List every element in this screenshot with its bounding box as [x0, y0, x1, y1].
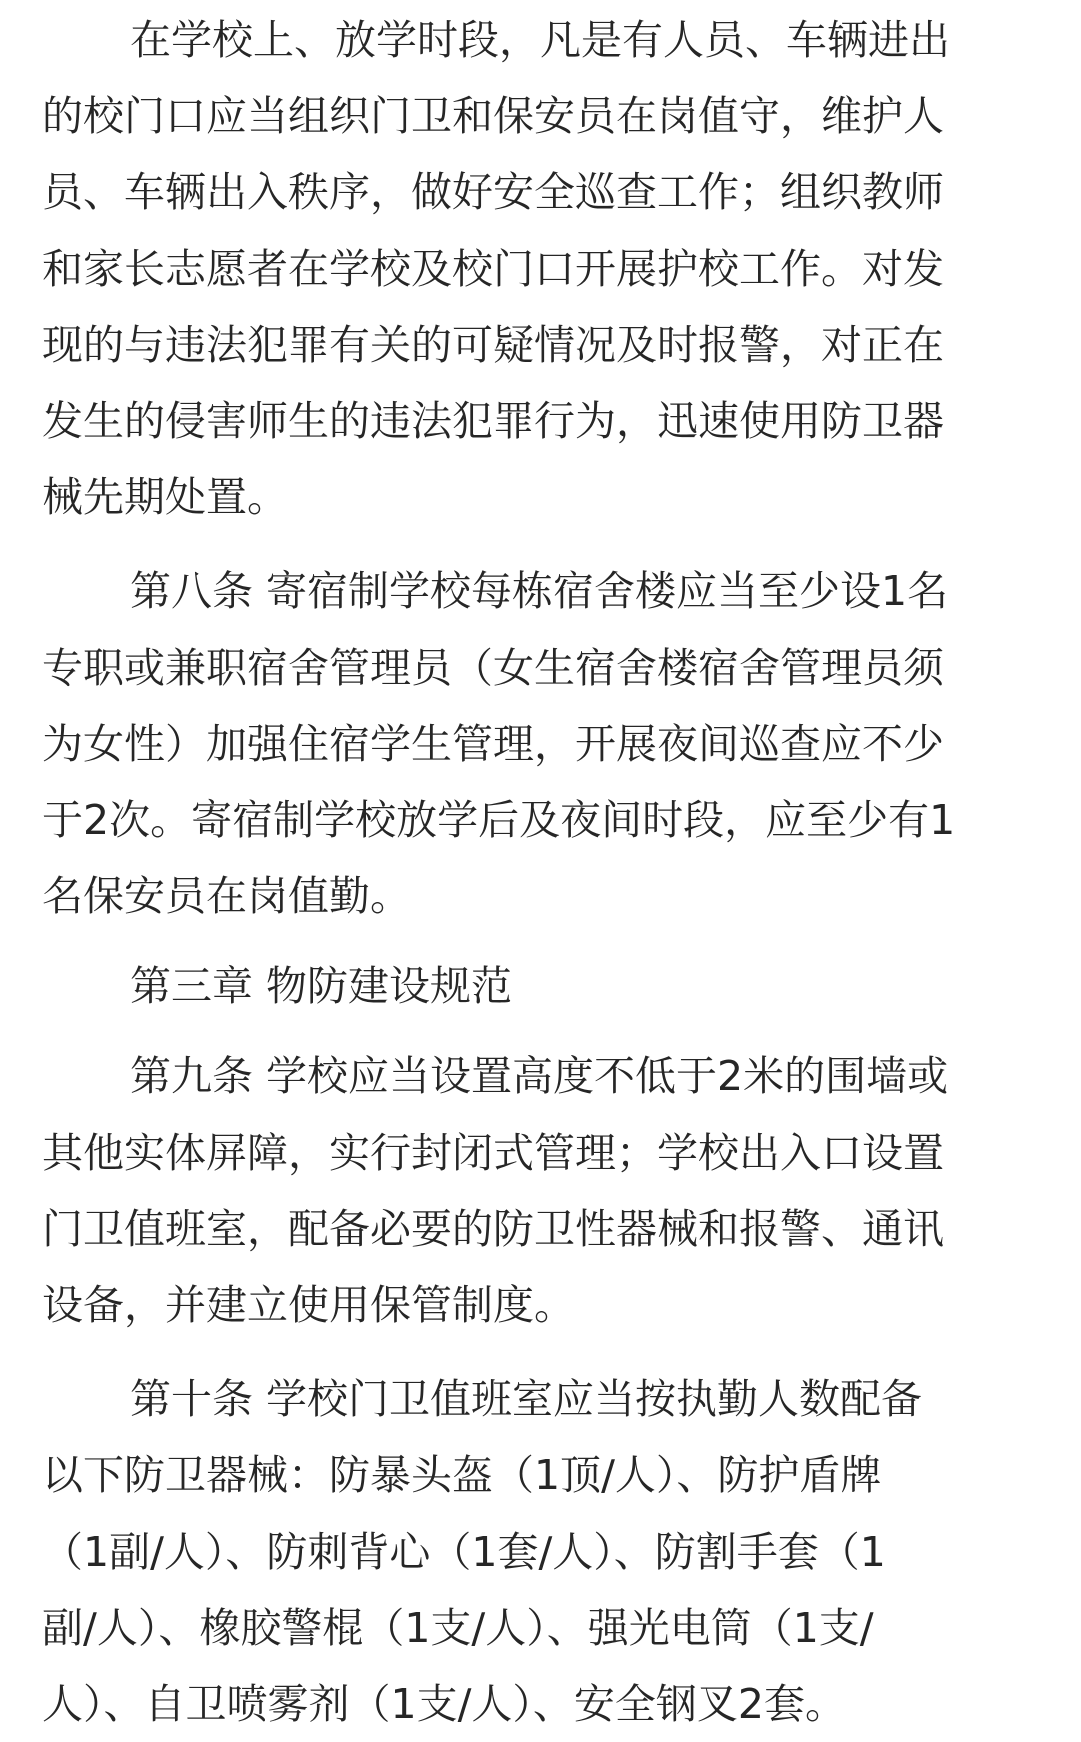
text-line: 员、车辆出入秩序，做好安全巡查工作；组织教师 — [42, 168, 944, 217]
paragraph-article-9 — [42, 1038, 1032, 1343]
text-line: 以下防卫器械：防暴头盔（1顶/人）、防护盾牌 — [42, 1451, 882, 1500]
text-line: 人）、自卫喷雾剂（1支/人）、安全钢叉2套。 — [42, 1679, 846, 1728]
text-line: 为女性）加强住宿学生管理，开展夜间巡查应不少 — [42, 719, 944, 768]
text-line: 第九条 学校应当设置高度不低于2米的围墙或 — [130, 1052, 949, 1101]
text-line: 发生的侵害师生的违法犯罪行为，迅速使用防卫器 — [42, 396, 944, 445]
text-line: 第八条 寄宿制学校每栋宿舍楼应当至少设1名 — [130, 567, 949, 616]
paragraph-article-8 — [42, 553, 1032, 934]
text-line: 副/人）、橡胶警棍（1支/人）、强光电筒（1支/ — [42, 1603, 874, 1652]
text-line: 门卫值班室，配备必要的防卫性器械和报警、通讯 — [42, 1204, 944, 1253]
chapter-heading — [42, 948, 1032, 1024]
heading-text: 第三章 物防建设规范 — [130, 962, 513, 1011]
text-line: 其他实体屏障，实行封闭式管理；学校出入口设置 — [42, 1128, 944, 1177]
text-line: 第十条 学校门卫值班室应当按执勤人数配备 — [130, 1375, 923, 1424]
paragraph-1 — [42, 2, 1032, 535]
article-body — [42, 0, 1032, 1742]
text-line: 的校门口应当组织门卫和保安员在岗值守，维护人 — [42, 92, 944, 141]
text-line: 设备，并建立使用保管制度。 — [42, 1281, 575, 1329]
text-line: 于2次。寄宿制学校放学后及夜间时段，应至少有1 — [42, 795, 956, 844]
text-line: 械先期处置。 — [42, 473, 288, 522]
text-line: 名保安员在岗值勤。 — [42, 872, 411, 921]
text-line: 现的与违法犯罪有关的可疑情况及时报警，对正在 — [42, 320, 944, 369]
text-line: 在学校上、放学时段，凡是有人员、车辆进出 — [130, 16, 950, 64]
paragraph-article-10 — [42, 1361, 1032, 1742]
text-line: 和家长志愿者在学校及校门口开展护校工作。对发 — [42, 244, 944, 293]
text-line: 专职或兼职宿舍管理员（女生宿舍楼宿舍管理员须 — [42, 643, 944, 692]
text-line: （1副/人）、防刺背心（1套/人）、防割手套（1 — [42, 1527, 886, 1576]
